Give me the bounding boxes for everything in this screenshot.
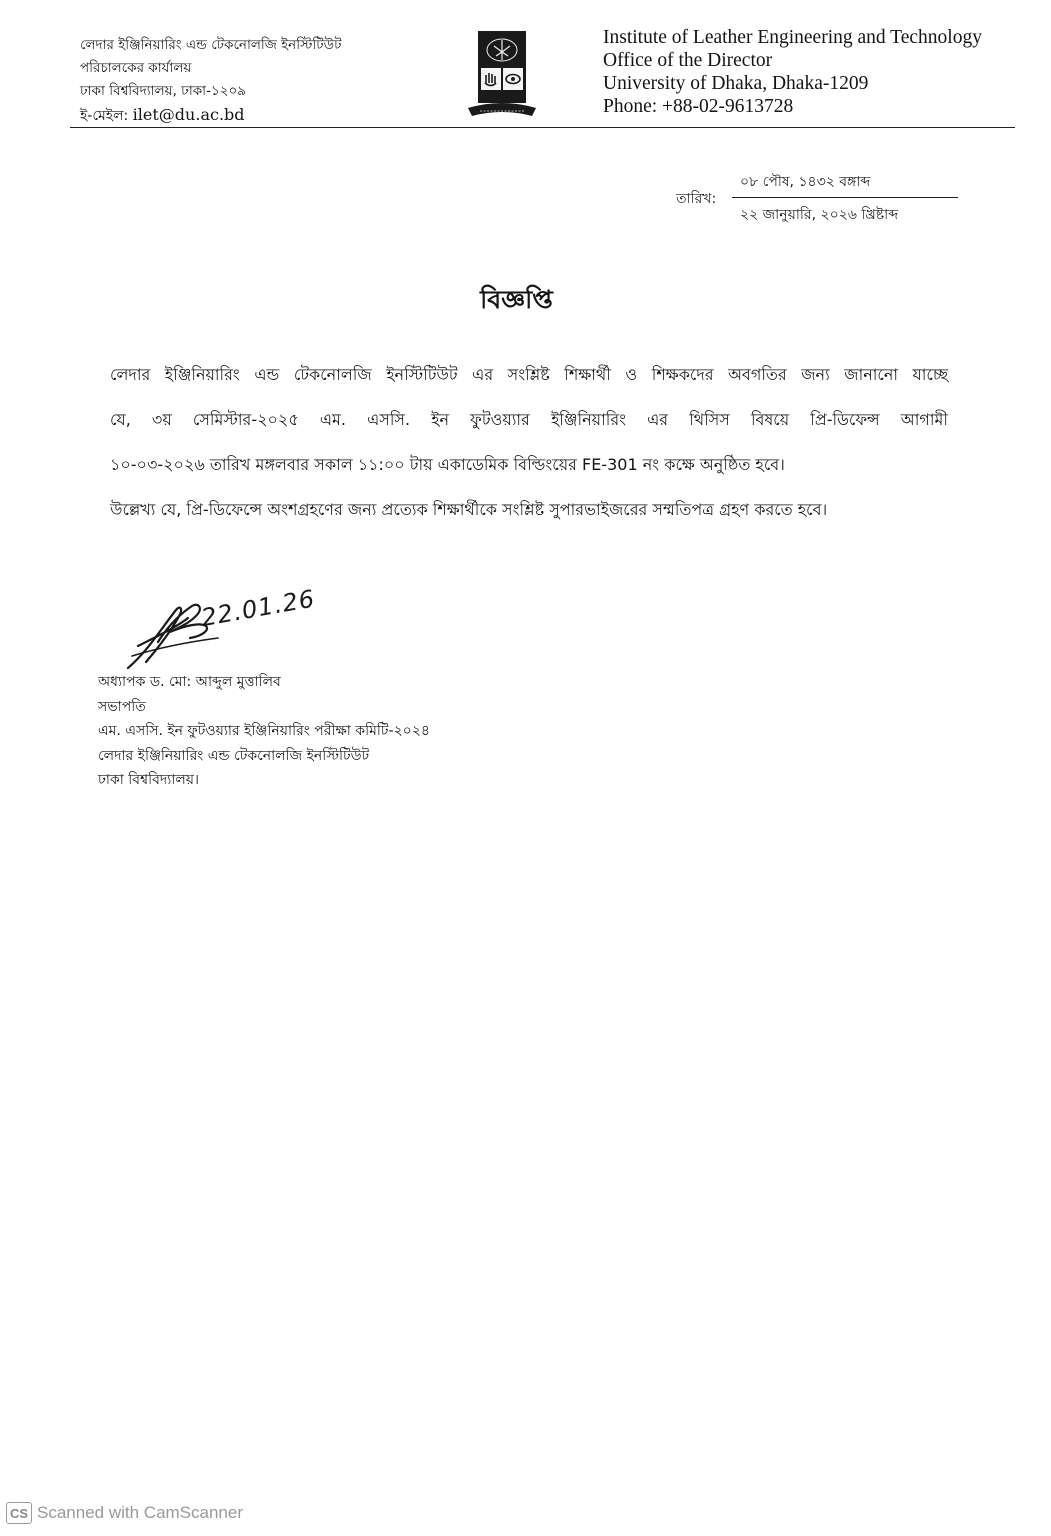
date-gregorian: ২২ জানুয়ারি, ২০২৬ খ্রিষ্টাব্দ (740, 207, 899, 223)
header-institute-name: Institute of Leather Engineering and Technology (603, 27, 982, 48)
camscanner-text: Scanned with CamScanner (37, 1503, 244, 1522)
signatory-committee: এম. এসসি. ইন ফুটওয়্যার ইঞ্জিনিয়ারিং পরীক্ষা কমিটি-২০২৪ (98, 723, 430, 739)
notice-line-3: ১০-০৩-২০২৬ তারিখ মঙ্গলবার সকাল ১১:০০ টায় একাডেমিক বিল্ডিংয়ের FE-301 নং কক্ষে অনুষ্ঠিত হবে। (110, 455, 785, 474)
header-bangla-line3: ঢাকা বিশ্ববিদ্যালয়, ঢাকা-১২০৯ (80, 83, 247, 99)
signatory-institute: লেদার ইঞ্জিনিয়ারিং এন্ড টেকনোলজি ইনস্টিটিউট (98, 747, 370, 764)
notice-line-1: লেদার ইঞ্জিনিয়ারিং এন্ড টেকনোলজি ইনস্টিটিউট এর সংশ্লিষ্ট শিক্ষার্থী ও শিক্ষকদের অবগতির জন্য জানানো যাচ্ছে (110, 365, 948, 384)
signatory-name: অধ্যাপক ড. মো: আব্দুল মুত্তালিব (98, 674, 281, 690)
signatory-block (98, 670, 558, 793)
header-phone: Phone: +88-02-9613728 (603, 96, 794, 117)
header-bangla-line1: লেদার ইঞ্জিনিয়ারিং এন্ড টেকনোলজি ইনস্টিটিউট (80, 37, 342, 53)
notice-line-2: যে, ৩য় সেমিস্টার-২০২৫ এম. এসসি. ইন ফুটওয়্যার ইঞ্জিনিয়ারিং এর থিসিস বিষয়ে প্রি-ডিফেন্স আগামী (110, 410, 948, 429)
signature-handwritten-date: 22.01.26 (199, 584, 318, 632)
header-office-name: Office of the Director (603, 50, 773, 71)
notice-title (0, 280, 1051, 323)
header-university-address: University of Dhaka, Dhaka-1209 (603, 73, 869, 94)
header-bangla-line2: পরিচালকের কার্যালয় (80, 60, 192, 76)
signatory-role: সভাপতি (98, 698, 146, 715)
header-bangla-address (80, 34, 410, 128)
header-email (80, 103, 410, 128)
notice-body (110, 352, 948, 532)
signatory-university: ঢাকা বিশ্ববিদ্যালয়। (98, 772, 200, 788)
date-bangla-calendar: ০৮ পৌষ, ১৪৩২ বঙ্গাব্দ (740, 174, 871, 190)
university-logo-icon (466, 28, 538, 120)
date-divider (732, 197, 958, 198)
date-label: তারিখ: (676, 191, 717, 207)
notice-title-text: বিজ্ঞপ্তি (480, 285, 553, 314)
camscanner-watermark (6, 1502, 243, 1524)
header-divider (70, 127, 1015, 128)
camscanner-logo-icon: CS (6, 1502, 32, 1524)
header-english-address (603, 26, 1023, 118)
email-address: ilet@du.ac.bd (132, 105, 245, 124)
email-label: ই-মেইল: (80, 108, 129, 124)
notice-line-4: উল্লেখ্য যে, প্রি-ডিফেন্সে অংশগ্রহণের জন্য প্রত্যেক শিক্ষার্থীকে সংশ্লিষ্ট সুপারভাইজরের সম্মতিপত্র গ্রহণ করতে হবে। (110, 500, 828, 519)
